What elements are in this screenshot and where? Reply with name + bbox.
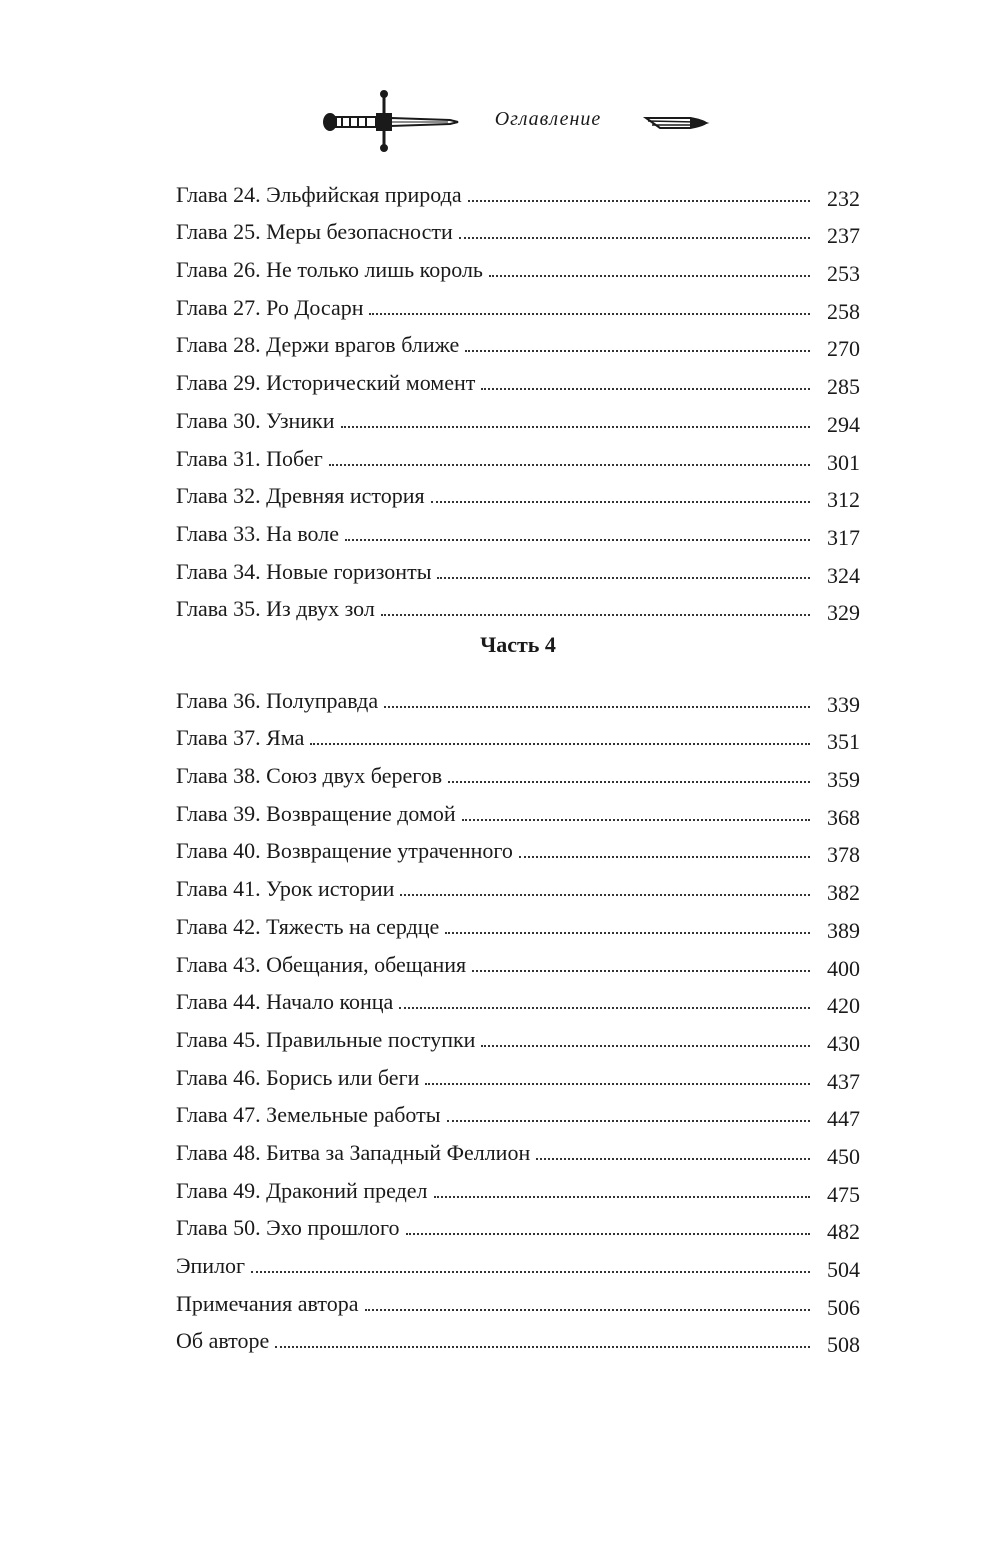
- toc-row: [176, 789, 860, 830]
- toc-entry-title: Глава 35. Из двух зол: [176, 596, 375, 622]
- dot-leader: [448, 781, 810, 783]
- toc-row: [176, 321, 860, 362]
- page-header: [0, 88, 1000, 152]
- toc-row: [176, 208, 860, 249]
- dot-leader: [329, 464, 810, 466]
- toc-entry-title: Об авторе: [176, 1328, 270, 1354]
- toc-entry-page: 317: [827, 524, 860, 550]
- toc-row: [176, 1279, 860, 1320]
- dot-leader: [472, 970, 810, 972]
- toc-row: [176, 714, 860, 755]
- dot-leader: [251, 1271, 810, 1273]
- dot-leader: [400, 894, 810, 896]
- toc-row: [176, 1053, 860, 1094]
- toc-row: [176, 1317, 860, 1358]
- dot-leader: [365, 1309, 811, 1311]
- dot-leader: [381, 614, 810, 616]
- dot-leader: [431, 501, 810, 503]
- toc-entry-page: 258: [827, 298, 860, 324]
- toc-entry-page: 437: [827, 1068, 860, 1094]
- toc-entry-page: 447: [827, 1106, 860, 1132]
- toc-row: [176, 827, 860, 868]
- dot-leader: [468, 200, 810, 202]
- toc-entry-title: Глава 42. Тяжесть на сердце: [176, 913, 440, 939]
- toc-entry-page: 294: [827, 411, 860, 437]
- toc-entry-title: Глава 36. Полуправда: [176, 687, 379, 713]
- dot-leader: [465, 350, 810, 352]
- toc-entry-title: Глава 24. Эльфийская природа: [176, 181, 462, 207]
- toc-entry-title: Глава 48. Битва за Западный Феллион: [176, 1139, 531, 1165]
- toc-row: [176, 547, 860, 588]
- toc-entry-title: Глава 37. Яма: [176, 725, 305, 751]
- toc-entry-page: 285: [827, 374, 860, 400]
- toc-row: [176, 1128, 860, 1169]
- toc-entry-page: 482: [827, 1219, 860, 1245]
- toc-entry-page: 368: [827, 804, 860, 830]
- toc-entry-page: 329: [827, 600, 860, 626]
- toc-row: [176, 864, 860, 906]
- toc-list-part4: [176, 676, 860, 1358]
- toc-entry-title: Глава 50. Эхо прошлого: [176, 1215, 400, 1241]
- toc-entry-title: Глава 43. Обещания, обещания: [176, 951, 467, 977]
- dot-leader: [445, 932, 810, 934]
- toc-entry-title: Глава 30. Узники: [176, 407, 335, 433]
- toc-entry-page: 400: [827, 955, 860, 981]
- toc-entry-title: Глава 33. На воле: [176, 520, 340, 546]
- toc-entry-title: Глава 49. Драконий предел: [176, 1177, 428, 1203]
- dot-leader: [341, 426, 810, 428]
- toc-entry-page: 430: [827, 1030, 860, 1056]
- toc-entry-page: 506: [827, 1294, 860, 1320]
- toc-row: [176, 1166, 860, 1207]
- dot-leader: [459, 237, 810, 239]
- toc-entry-title: Глава 39. Возвращение домой: [176, 800, 456, 826]
- toc-entry-title: Глава 31. Побег: [176, 445, 323, 471]
- toc-entry-page: 339: [827, 691, 860, 717]
- dot-leader: [437, 577, 810, 579]
- toc-entry-title: Глава 40. Возвращение утраченного: [176, 838, 513, 864]
- dot-leader: [519, 856, 810, 858]
- toc-entry-title: Глава 25. Меры безопасности: [176, 219, 453, 245]
- toc-entry-page: 450: [827, 1143, 860, 1169]
- toc-entry-page: 420: [827, 993, 860, 1019]
- toc-entry-page: 508: [827, 1332, 860, 1358]
- dot-leader: [345, 539, 810, 541]
- toc-row: [176, 676, 860, 717]
- dot-leader: [310, 743, 810, 745]
- toc-entry-title: Глава 27. Ро Досарн: [176, 294, 364, 320]
- toc-row: [176, 1015, 860, 1056]
- dot-leader: [406, 1233, 810, 1235]
- toc-entry-page: 378: [827, 842, 860, 868]
- dot-leader: [489, 275, 810, 277]
- toc-row: [176, 902, 860, 943]
- dot-leader: [481, 388, 810, 390]
- dot-leader: [462, 819, 810, 821]
- toc-row: [176, 940, 860, 981]
- toc-row: [176, 1241, 860, 1282]
- toc-entry-title: Глава 47. Земельные работы: [176, 1102, 441, 1128]
- toc-entry-title: Глава 32. Древняя история: [176, 483, 425, 509]
- toc-row: [176, 1204, 860, 1245]
- toc-entry-title: Глава 41. Урок истории: [176, 876, 395, 902]
- toc-row: [176, 434, 860, 475]
- toc-row: [176, 978, 860, 1019]
- toc-entry-page: 504: [827, 1257, 860, 1282]
- toc-entry-page: 475: [827, 1181, 860, 1207]
- toc-entry-page: 237: [827, 223, 860, 249]
- toc-entry-title: Глава 34. Новые горизонты: [176, 558, 432, 584]
- dot-leader: [481, 1045, 810, 1047]
- toc-entry-page: 232: [827, 185, 860, 211]
- page-title: Оглавление: [494, 108, 602, 130]
- toc-entry-page: 324: [827, 562, 860, 588]
- dot-leader: [399, 1007, 810, 1009]
- dot-leader: [275, 1346, 810, 1348]
- toc-row: [176, 751, 860, 793]
- toc-entry-page: 389: [827, 917, 860, 943]
- toc-entry-title: Глава 45. Правильные поступки: [176, 1026, 476, 1052]
- toc-entry-title: Глава 38. Союз двух берегов: [176, 763, 443, 789]
- toc-entry-page: 270: [827, 336, 860, 362]
- toc-entry-title: Глава 28. Держи врагов ближе: [176, 332, 460, 358]
- dot-leader: [384, 706, 810, 708]
- toc-entry-page: 301: [827, 449, 860, 475]
- dot-leader: [434, 1196, 810, 1198]
- toc-row: [176, 170, 860, 211]
- toc-entry-title: Глава 29. Исторический момент: [176, 370, 476, 396]
- toc-row: [176, 472, 860, 513]
- toc-entry-page: 253: [827, 261, 860, 287]
- toc-entry-title: Глава 26. Не только лишь король: [176, 257, 483, 283]
- toc-entry-title: Глава 44. Начало конца: [176, 989, 394, 1015]
- toc-entry-page: 382: [827, 880, 860, 906]
- toc-entry-page: 359: [827, 767, 860, 793]
- toc-row: [176, 585, 860, 626]
- sword-icon: [324, 91, 458, 151]
- dagger-icon: [646, 118, 706, 128]
- toc-row: [176, 509, 860, 550]
- toc-row: [176, 1091, 860, 1132]
- toc-row: [176, 358, 860, 400]
- toc-list-part3: [176, 170, 860, 626]
- toc-row: [176, 283, 860, 324]
- toc-entry-title: Эпилог: [176, 1253, 246, 1278]
- dot-leader: [369, 313, 810, 315]
- dot-leader: [447, 1120, 810, 1122]
- toc-entry-page: 351: [827, 729, 860, 755]
- toc-row: [176, 396, 860, 437]
- toc-entry-page: 312: [827, 487, 860, 513]
- toc-entry-title: Глава 46. Борись или беги: [176, 1064, 420, 1090]
- part-heading: Часть 4: [480, 632, 556, 657]
- dot-leader: [425, 1083, 810, 1085]
- toc-entry-title: Примечания автора: [176, 1290, 359, 1316]
- dot-leader: [536, 1158, 810, 1160]
- toc-row: [176, 245, 860, 287]
